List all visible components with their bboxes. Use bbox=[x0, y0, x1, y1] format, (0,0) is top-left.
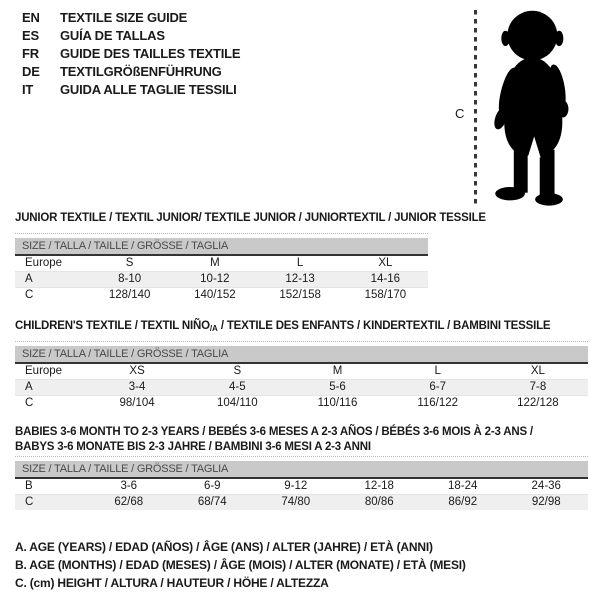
row-cell: 128/140 bbox=[108, 289, 151, 301]
toddler-silhouette-icon bbox=[486, 7, 574, 207]
row-label: C bbox=[25, 289, 34, 301]
row-cell: 140/152 bbox=[194, 289, 236, 301]
row-cell: 110/116 bbox=[317, 397, 358, 409]
row-cell: 12-13 bbox=[285, 273, 315, 285]
row-cell: 12-18 bbox=[364, 480, 394, 492]
table-row bbox=[15, 256, 428, 271]
row-cell: XS bbox=[129, 365, 145, 377]
language-label: GUIDA ALLE TAGLIE TESSILI bbox=[60, 82, 237, 97]
row-cell: 6-7 bbox=[429, 381, 447, 393]
section-title-sub: /A bbox=[209, 324, 218, 333]
row-cell: 14-16 bbox=[370, 273, 401, 285]
row-label: A bbox=[25, 381, 33, 393]
row-cell: 158/170 bbox=[364, 289, 407, 301]
language-code: IT bbox=[22, 82, 34, 97]
row-cell: 98/104 bbox=[119, 397, 155, 409]
table-row bbox=[15, 395, 588, 411]
section-title bbox=[15, 319, 588, 334]
section-title-line2: BABYS 3-6 MONATE BIS 2-3 JAHRE / BAMBINI 3-6 MESI A 2-3 ANNI bbox=[15, 441, 371, 453]
size-table-junior bbox=[15, 233, 428, 303]
language-list bbox=[22, 9, 240, 99]
section-title: JUNIOR TEXTILE / TEXTIL JUNIOR/ TEXTILE JUNIOR / JUNIORTEXTIL / JUNIOR TESSILE bbox=[15, 212, 486, 224]
row-cell: 104/110 bbox=[216, 397, 258, 409]
row-cell: 8-10 bbox=[118, 273, 142, 285]
section-title: BABIES 3-6 MONTH TO 2-3 YEARS / BEBÉS 3-6 MESES A 2-3 AÑOS / BÉBÉS 3-6 MOIS À 2-3 ANS / bbox=[15, 426, 533, 438]
row-label: B bbox=[25, 480, 33, 492]
row-cell: L bbox=[296, 257, 304, 269]
height-dashed-line bbox=[474, 10, 477, 207]
section-babies bbox=[15, 425, 588, 510]
row-cell: S bbox=[233, 365, 242, 377]
size-table-header: SIZE / TALLA / TAILLE / GRÖSSE / TAGLIA bbox=[15, 238, 428, 256]
section-title-rest: / TEXTILE DES ENFANTS / KINDERTEXTIL / BAMBINI TESSILE bbox=[217, 320, 551, 332]
row-label: Europe bbox=[25, 257, 63, 269]
row-cell: 122/128 bbox=[517, 397, 559, 409]
row-cell: 3-4 bbox=[128, 381, 146, 393]
language-row bbox=[22, 9, 240, 27]
table-rows bbox=[15, 479, 588, 510]
row-cell: 74/80 bbox=[281, 496, 311, 508]
section-junior bbox=[15, 211, 486, 303]
row-cell: 10-12 bbox=[200, 273, 230, 285]
table-row bbox=[15, 479, 588, 494]
row-cell: 116/122 bbox=[417, 397, 459, 409]
row-cell: 80/86 bbox=[364, 496, 394, 508]
size-table-babies bbox=[15, 456, 588, 510]
row-cell: S bbox=[125, 257, 134, 269]
language-label: TEXTILE SIZE GUIDE bbox=[60, 10, 188, 25]
row-cell: 86/92 bbox=[448, 496, 478, 508]
row-label: Europe bbox=[25, 365, 63, 377]
row-cell: 18-24 bbox=[448, 480, 478, 492]
language-label: GUIDE DES TAILLES TEXTILE bbox=[60, 46, 241, 61]
language-row bbox=[22, 63, 240, 81]
language-row bbox=[22, 27, 240, 45]
row-label: C bbox=[25, 496, 34, 508]
language-label: GUÍA DE TALLAS bbox=[60, 28, 165, 43]
size-table-header: SIZE / TALLA / TAILLE / GRÖSSE / TAGLIA bbox=[15, 461, 588, 479]
row-cell: 62/68 bbox=[114, 496, 144, 508]
language-row bbox=[22, 81, 240, 99]
row-cell: 68/74 bbox=[197, 496, 227, 508]
row-cell: 4-5 bbox=[228, 381, 246, 393]
legend bbox=[15, 538, 466, 592]
row-label: C bbox=[25, 397, 34, 409]
row-cell: 7-8 bbox=[529, 381, 547, 393]
legend-line-b: B. AGE (MONTHS) / EDAD (MESES) / ÂGE (MOIS) / ALTER (MONATE) / ETÀ (MESI) bbox=[15, 558, 466, 572]
row-cell: M bbox=[210, 257, 220, 269]
legend-line-a: A. AGE (YEARS) / EDAD (AÑOS) / ÂGE (ANS) / ALTER (JAHRE) / ETÀ (ANNI) bbox=[15, 540, 433, 554]
language-code: FR bbox=[22, 46, 39, 61]
row-cell: 9-12 bbox=[284, 480, 308, 492]
row-cell: 24-36 bbox=[531, 480, 561, 492]
row-cell: M bbox=[332, 365, 343, 377]
section-children bbox=[15, 319, 588, 411]
legend-line-c: C. (cm) HEIGHT / ALTURA / HAUTEUR / HÖHE / ALTEZZA bbox=[15, 576, 329, 590]
language-code: DE bbox=[22, 64, 40, 79]
size-table-children bbox=[15, 341, 588, 411]
size-table-header: SIZE / TALLA / TAILLE / GRÖSSE / TAGLIA bbox=[15, 346, 588, 364]
language-label: TEXTILGRÖßENFÜHRUNG bbox=[60, 64, 222, 79]
table-row bbox=[15, 494, 588, 510]
row-cell: L bbox=[434, 365, 441, 377]
height-measure-label: C bbox=[455, 106, 465, 121]
table-rows bbox=[15, 256, 428, 303]
table-row bbox=[15, 364, 588, 379]
row-cell: 6-9 bbox=[203, 480, 221, 492]
section-title-main: CHILDREN'S TEXTILE / TEXTIL NIÑO bbox=[15, 320, 210, 332]
language-code: EN bbox=[22, 10, 40, 25]
row-cell: XL bbox=[530, 365, 545, 377]
row-label: A bbox=[25, 273, 33, 285]
row-cell: 3-6 bbox=[120, 480, 138, 492]
language-row bbox=[22, 45, 240, 63]
table-row bbox=[15, 379, 588, 395]
row-cell: 152/158 bbox=[279, 289, 321, 301]
language-code: ES bbox=[22, 28, 39, 43]
row-cell: 92/98 bbox=[531, 496, 561, 508]
row-cell: 5-6 bbox=[329, 381, 346, 393]
row-cell: XL bbox=[378, 257, 393, 269]
table-row bbox=[15, 271, 428, 287]
table-row bbox=[15, 287, 428, 303]
table-rows bbox=[15, 364, 588, 411]
